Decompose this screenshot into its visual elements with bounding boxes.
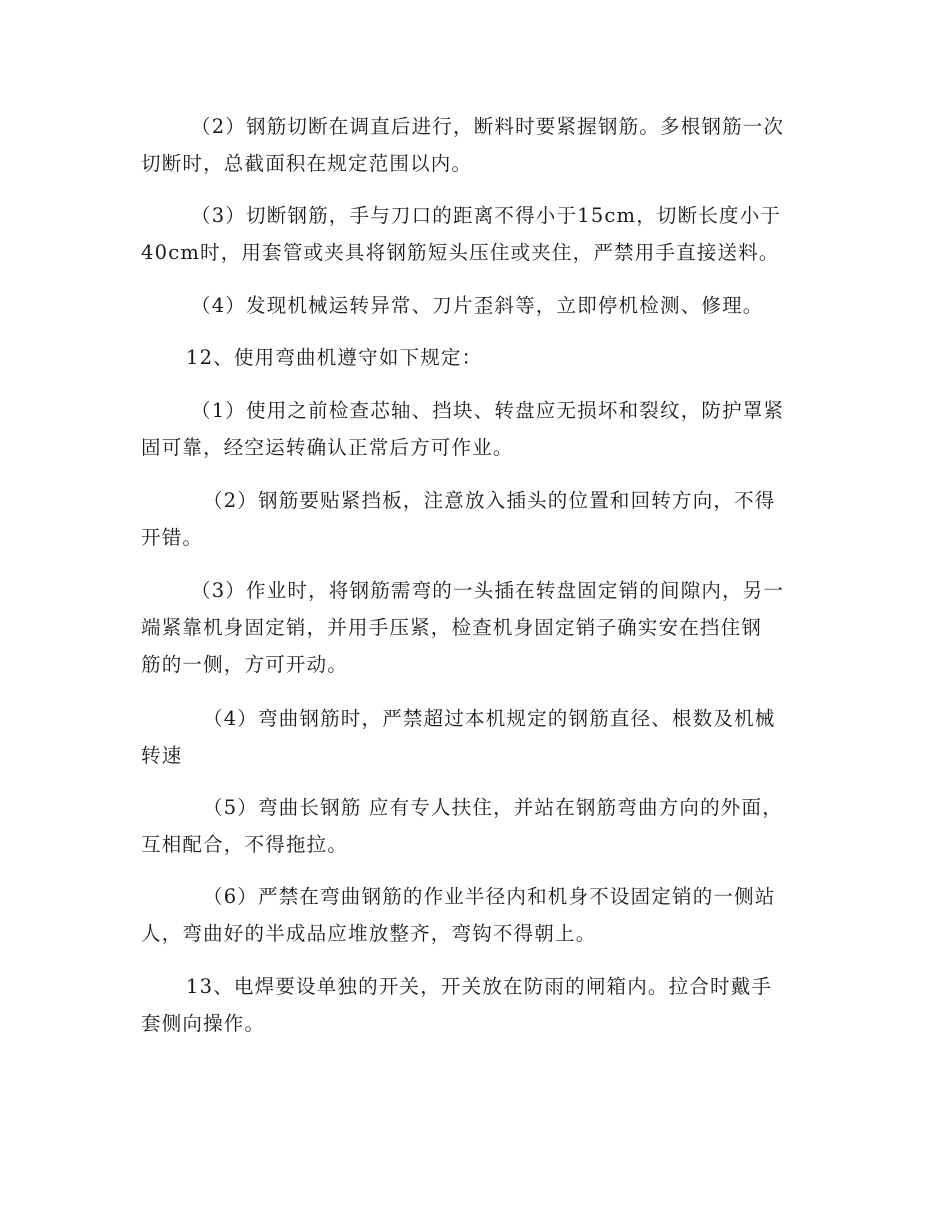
text-line: 端紧靠机身固定销，并用手压紧，检查机身固定销子确实安在挡住钢	[141, 616, 763, 639]
text-line: （4）发现机械运转异常、刀片歪斜等，立即停机检测、修理。	[191, 294, 764, 317]
paragraph-cutting-3	[141, 197, 811, 271]
text-line: （3）作业时，将钢筋需弯的一头插在转盘固定销的间隙内，另一	[191, 579, 785, 602]
section-heading-12	[141, 339, 811, 376]
text-line: （2）钢筋切断在调直后进行，断料时要紧握钢筋。多根钢筋一次	[191, 115, 785, 138]
section-13-welding	[141, 968, 811, 1042]
paragraph-bending-5	[141, 789, 811, 863]
text-line: 13、电焊要设单独的开关，开关放在防雨的闸箱内。拉合时戴手	[186, 975, 773, 998]
text-line: （5）弯曲长钢筋 应有专人扶住，并站在钢筋弯曲方向的外面，	[203, 796, 783, 819]
text-line: 切断时，总截面积在规定范围以内。	[141, 152, 473, 175]
paragraph-cutting-4	[141, 287, 811, 324]
text-line: 互相配合，不得拖拉。	[141, 833, 349, 856]
paragraph-bending-4	[141, 700, 811, 774]
text-line: （1）使用之前检查芯轴、挡块、转盘应无损坏和裂纹，防护罩紧	[191, 399, 785, 422]
text-line: 12、使用弯曲机遵守如下规定：	[186, 346, 483, 369]
text-line: 人，弯曲好的半成品应堆放整齐，弯钩不得朝上。	[141, 922, 597, 945]
text-line: （3）切断钢筋，手与刀口的距离不得小于15cm，切断长度小于	[191, 204, 782, 227]
text-line: 套侧向操作。	[141, 1012, 266, 1035]
paragraph-bending-6	[141, 878, 811, 952]
text-line: （4）弯曲钢筋时，严禁超过本机规定的钢筋直径、根数及机械	[203, 707, 776, 730]
paragraph-cutting-2	[141, 108, 811, 182]
paragraph-bending-3	[141, 572, 811, 683]
text-line: 转速	[141, 744, 183, 767]
text-line: （6）严禁在弯曲钢筋的作业半径内和机身不设固定销的一侧站	[203, 885, 776, 908]
text-line: 开错。	[141, 526, 204, 549]
text-line: 40cm时，用套管或夹具将钢筋短头压住或夹住，严禁用手直接送料。	[141, 241, 780, 264]
paragraph-bending-1	[141, 392, 811, 466]
paragraph-bending-2	[141, 482, 811, 556]
text-line: 固可靠，经空运转确认正常后方可作业。	[141, 436, 514, 459]
text-line: 筋的一侧，方可开动。	[141, 653, 349, 676]
text-line: （2）钢筋要贴紧挡板，注意放入插头的位置和回转方向，不得	[203, 489, 776, 512]
